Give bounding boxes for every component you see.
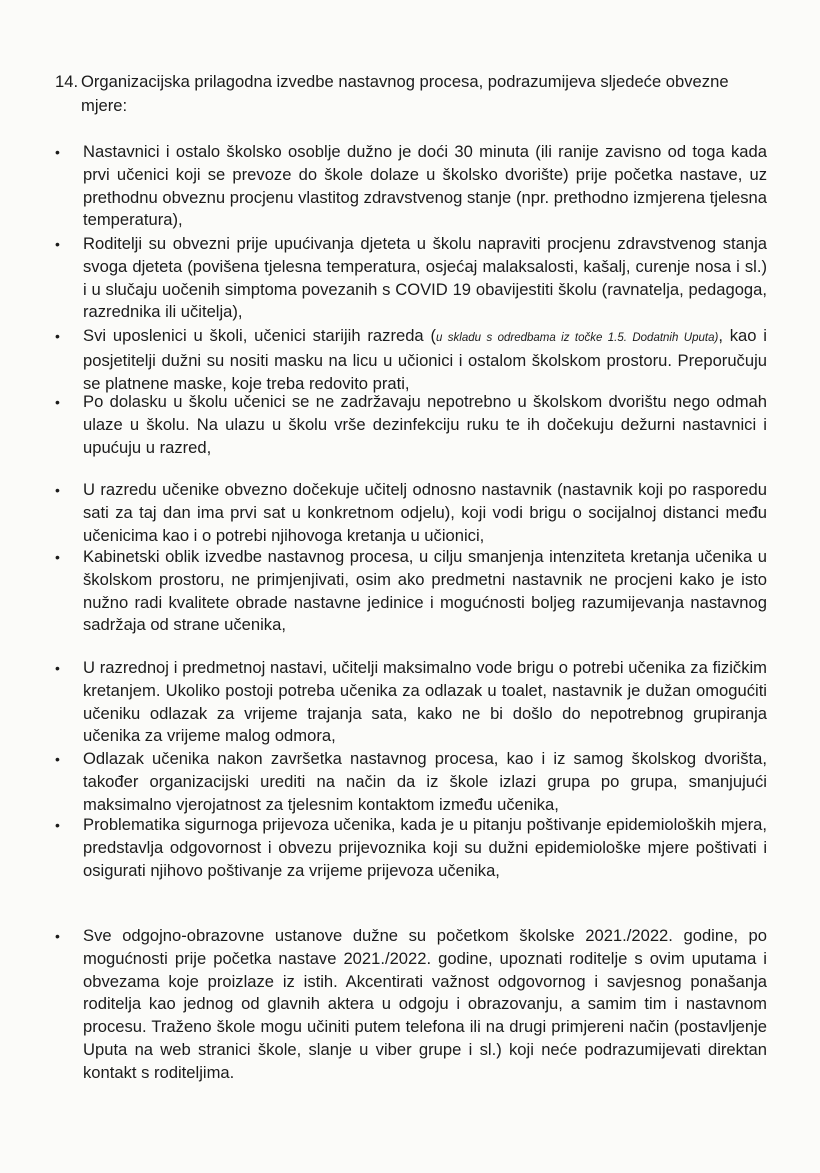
list-item-text: Problematika sigurnoga prijevoza učenika, kada je u pitanju poštivanje epidemioloških mjera, predstavlja odgovornost i obvezu prijevoznika koji su dužni epidemiološke mjere poštivati i osigurati njihovo poštivanje za vrijeme prijevoza učenika, [83,815,767,880]
bullet-icon: • [55,549,60,565]
section-title: Organizacijska prilagodna izvedbe nastavnog procesa, podrazumijeva sljedeće obvezne mjere: [81,72,729,115]
list-item-text [83,325,767,395]
list-item-text: Nastavnici i ostalo školsko osoblje dužno je doći 30 minuta (ili ranije zavisno od toga kada prvi učenici koji se prevoze do škole dolaze u školsko dvorište) prije početka nastave, uz prethodnu obveznu procjenu vlastitog zdravstvenog stanje (npr. prethodno izmjerena tjelesna temperatura), [83,142,767,230]
list-item [55,233,767,324]
list-item-text: Roditelji su obvezni prije upućivanja djeteta u školu napraviti procjenu zdravstvenog stanja svoga djeteta (povišena tjelesna temperatura, osjećaj malaksalosti, kašalj, curenje nosa i sl.) i u slučaju uočenih simptoma povezanih s COVID 19 obavijestiti školu (ravnatelja, pedagoga, razrednika ili učitelja), [83,234,767,322]
list-item [55,657,767,748]
list-item [55,479,767,547]
list-item [55,546,767,637]
section-number: 14. [55,72,79,91]
bullet-icon: • [55,236,60,252]
bullet-icon: • [55,482,60,498]
list-item-text-part: Svi uposlenici u školi, učenici starijih razreda ( [83,326,436,345]
bullet-icon: • [55,660,60,676]
list-item [55,814,767,882]
list-item [55,391,767,459]
list-item-text: Sve odgojno-obrazovne ustanove dužne su početkom školske 2021./2022. godine, po mogućnosti prije početka nastave 2021./2022. godine, upoznati roditelje s ovim uputama i obvezama koje proizlaze iz istih. Akcentirati važnost odgovornog i savjesnog ponašanja roditelja kao jednog od glavnih aktera u odgoju i obrazovanju, a samim tim i nastavnom procesu. Traženo škole mogu učiniti putem telefona ili na drugi primjereni način (postavljenje Uputa na web stranici škole, slanje u viber grupe i sl.) koji neće podrazumijevati direktan kontakt s roditeljima. [83,926,767,1082]
list-item-text: Po dolasku u školu učenici se ne zadržavaju nepotrebno u školskom dvorištu nego odmah ulaze u školu. Na ulazu u školu vrše dezinfekciju ruku te ih dočekuju dežurni nastavnici i upućuju u razred, [83,392,767,457]
list-item-text: U razrednoj i predmetnoj nastavi, učitelji maksimalno vode brigu o potrebi učenika za fizičkim kretanjem. Ukoliko postoji potreba učenika za odlazak u toalet, nastavnik je dužan omogućiti učeniku odlazak za vrijeme trajanja sata, kako ne bi došlo do nepotrebnog grupiranja učenika za vrijeme malog odmora, [83,658,767,746]
reference-note: u skladu s odredbama iz točke 1.5. Dodatnih Uputa) [436,332,719,344]
list-item-text: U razredu učenike obvezno dočekuje učitelj odnosno nastavnik (nastavnik koji po rasporedu sati za taj dan ima prvi sat u konkretnom odjelu), koji vodi brigu o socijalnoj distanci među učenicima kao i o potrebi njihovoga kretanja u učionici, [83,480,767,545]
list-item [55,925,767,1085]
bullet-icon: • [55,928,60,944]
bullet-icon: • [55,817,60,833]
list-item [55,325,767,395]
bullet-icon: • [55,751,60,767]
list-item-text-part: , kao i posjetitelji dužni su nositi masku na licu u učionici i ostalom školskom prostoru. Preporučuju se platnene maske, koje treba redovito prati, [83,326,767,393]
bullet-icon: • [55,328,60,344]
section-heading [55,70,775,118]
bullet-icon: • [55,144,60,160]
list-item [55,748,767,816]
list-item-text: Kabinetski oblik izvedbe nastavnog procesa, u cilju smanjenja intenziteta kretanja učenika u školskom prostoru, ne primjenjivati, osim ako predmetni nastavnik ne procjeni kako je isto nužno radi kvalitete obrade nastavne jedinice i mogućnosti boljeg razumijevanja nastavnog sadržaja od strane učenika, [83,547,767,635]
list-item-text: Odlazak učenika nakon završetka nastavnog procesa, kao i iz samog školskog dvorišta, također organizacijski urediti na način da iz škole izlazi grupa po grupa, smanjujući maksimalno vjerojatnost za tjelesnim kontaktom između učenika, [83,749,767,814]
list-item [55,141,767,232]
bullet-icon: • [55,394,60,410]
